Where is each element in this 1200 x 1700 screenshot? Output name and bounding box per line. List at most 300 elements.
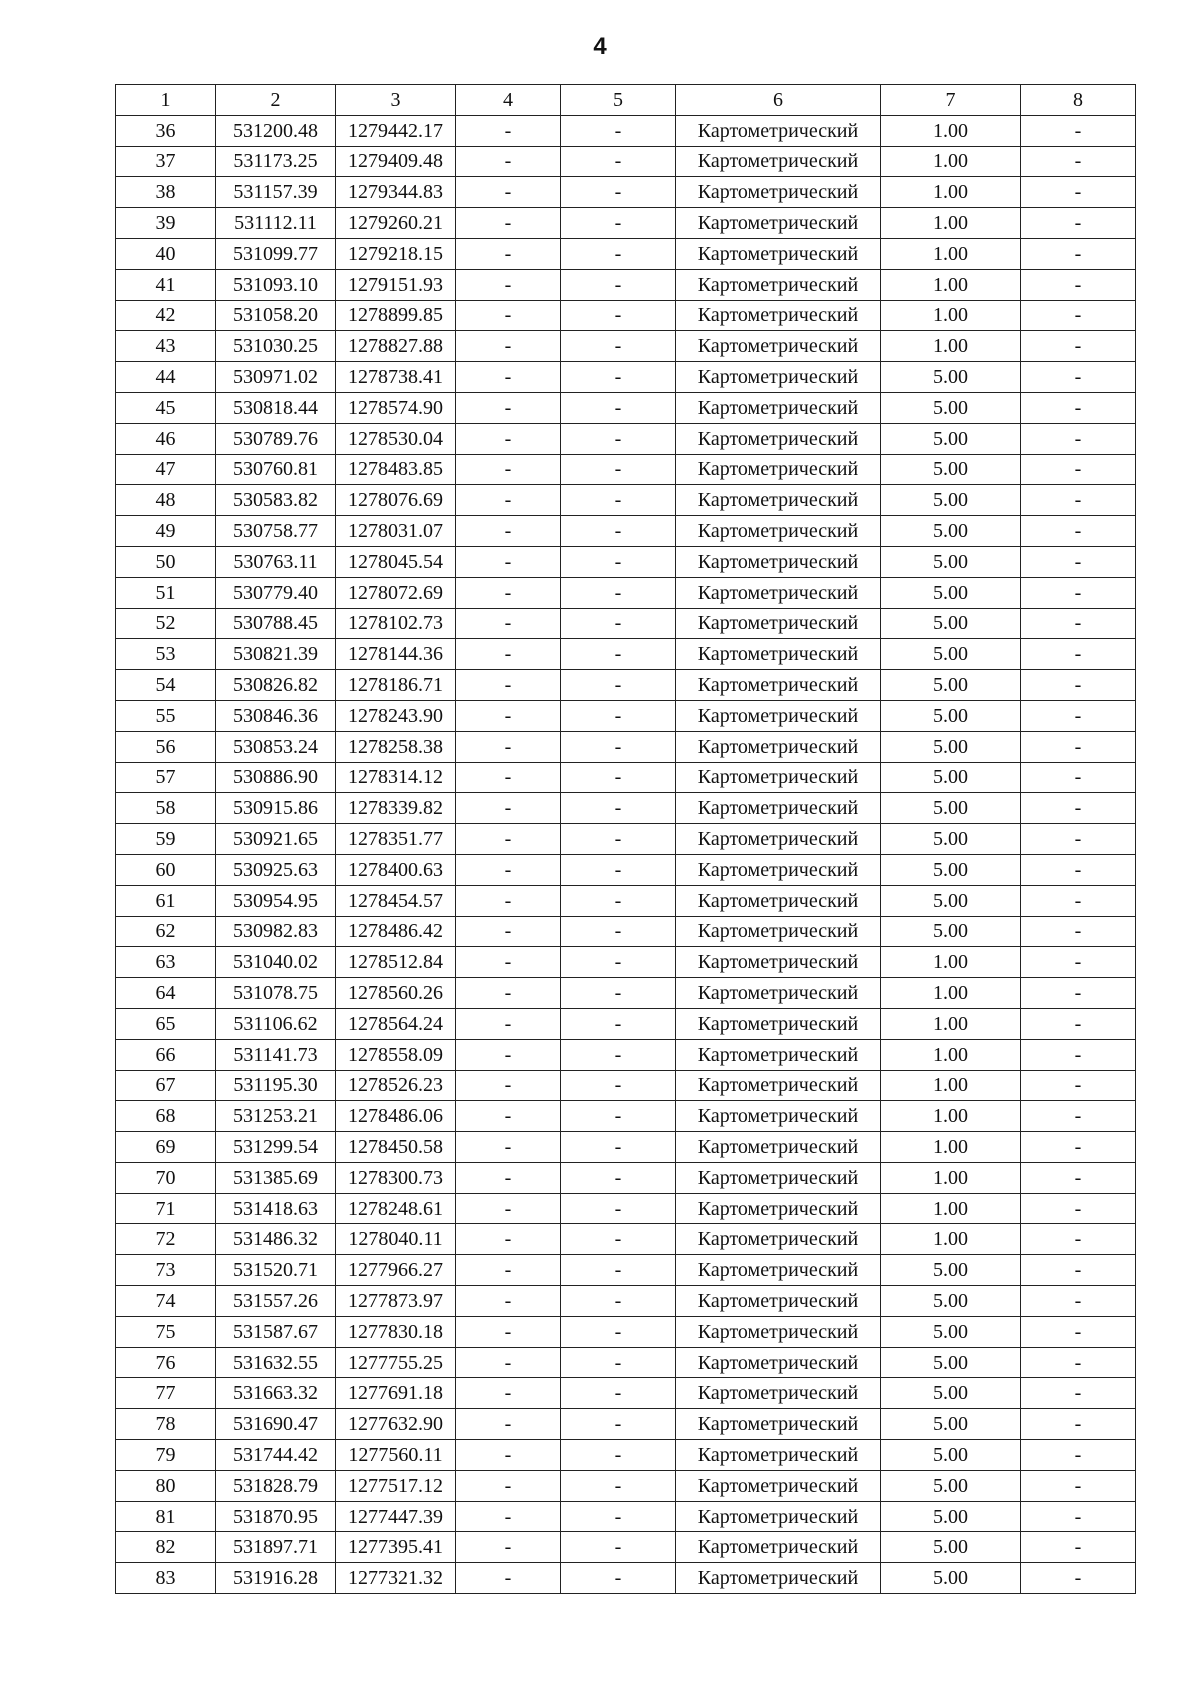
x-coordinate-cell: 531195.30 [216, 1070, 336, 1101]
method-cell: Картометрический [676, 546, 881, 577]
method-cell: Картометрический [676, 1008, 881, 1039]
table-row [116, 916, 1136, 947]
column-4-cell: - [456, 392, 561, 423]
column-5-cell: - [561, 1193, 676, 1224]
column-4-cell: - [456, 1255, 561, 1286]
column-5-cell: - [561, 362, 676, 393]
column-4-cell: - [456, 731, 561, 762]
column-4-cell: - [456, 1409, 561, 1440]
table-row [116, 423, 1136, 454]
column-4-cell: - [456, 1132, 561, 1163]
accuracy-cell: 5.00 [881, 731, 1021, 762]
method-cell: Картометрический [676, 238, 881, 269]
method-cell: Картометрический [676, 177, 881, 208]
column-4-cell: - [456, 362, 561, 393]
table-row [116, 731, 1136, 762]
accuracy-cell: 5.00 [881, 885, 1021, 916]
table-row [116, 947, 1136, 978]
table-row [116, 793, 1136, 824]
table-row [116, 392, 1136, 423]
point-number-cell: 49 [116, 516, 216, 547]
y-coordinate-cell: 1278314.12 [336, 762, 456, 793]
accuracy-cell: 1.00 [881, 146, 1021, 177]
point-number-cell: 82 [116, 1532, 216, 1563]
column-8-cell: - [1021, 1070, 1136, 1101]
column-8-cell: - [1021, 1101, 1136, 1132]
x-coordinate-cell: 530789.76 [216, 423, 336, 454]
method-cell: Картометрический [676, 1316, 881, 1347]
y-coordinate-cell: 1278560.26 [336, 978, 456, 1009]
x-coordinate-cell: 531157.39 [216, 177, 336, 208]
column-5-cell: - [561, 1286, 676, 1317]
column-5-cell: - [561, 824, 676, 855]
page-number: 4 [593, 33, 607, 60]
y-coordinate-cell: 1278076.69 [336, 485, 456, 516]
column-5-cell: - [561, 146, 676, 177]
y-coordinate-cell: 1278558.09 [336, 1039, 456, 1070]
accuracy-cell: 5.00 [881, 1470, 1021, 1501]
y-coordinate-cell: 1278351.77 [336, 824, 456, 855]
method-cell: Картометрический [676, 1039, 881, 1070]
accuracy-cell: 1.00 [881, 978, 1021, 1009]
x-coordinate-cell: 531299.54 [216, 1132, 336, 1163]
column-8-cell: - [1021, 1532, 1136, 1563]
column-4-cell: - [456, 1532, 561, 1563]
point-number-cell: 64 [116, 978, 216, 1009]
point-number-cell: 47 [116, 454, 216, 485]
column-8-cell: - [1021, 639, 1136, 670]
method-cell: Картометрический [676, 854, 881, 885]
accuracy-cell: 5.00 [881, 454, 1021, 485]
column-8-cell: - [1021, 146, 1136, 177]
x-coordinate-cell: 531916.28 [216, 1563, 336, 1594]
x-coordinate-cell: 531253.21 [216, 1101, 336, 1132]
method-cell: Картометрический [676, 1563, 881, 1594]
x-coordinate-cell: 530982.83 [216, 916, 336, 947]
point-number-cell: 43 [116, 331, 216, 362]
accuracy-cell: 1.00 [881, 1039, 1021, 1070]
column-5-cell: - [561, 1132, 676, 1163]
y-coordinate-cell: 1278243.90 [336, 700, 456, 731]
x-coordinate-cell: 531106.62 [216, 1008, 336, 1039]
column-8-cell: - [1021, 1563, 1136, 1594]
y-coordinate-cell: 1278248.61 [336, 1193, 456, 1224]
table-row [116, 115, 1136, 146]
column-8-cell: - [1021, 1255, 1136, 1286]
y-coordinate-cell: 1277632.90 [336, 1409, 456, 1440]
accuracy-cell: 1.00 [881, 300, 1021, 331]
method-cell: Картометрический [676, 793, 881, 824]
point-number-cell: 76 [116, 1347, 216, 1378]
column-4-cell: - [456, 1440, 561, 1471]
column-5-cell: - [561, 793, 676, 824]
x-coordinate-cell: 530915.86 [216, 793, 336, 824]
point-number-cell: 72 [116, 1224, 216, 1255]
accuracy-cell: 5.00 [881, 362, 1021, 393]
column-8-cell: - [1021, 546, 1136, 577]
column-8-cell: - [1021, 177, 1136, 208]
table-row [116, 1470, 1136, 1501]
x-coordinate-cell: 530886.90 [216, 762, 336, 793]
x-coordinate-cell: 531587.67 [216, 1316, 336, 1347]
x-coordinate-cell: 531870.95 [216, 1501, 336, 1532]
x-coordinate-cell: 531828.79 [216, 1470, 336, 1501]
accuracy-cell: 1.00 [881, 115, 1021, 146]
accuracy-cell: 5.00 [881, 670, 1021, 701]
y-coordinate-cell: 1278072.69 [336, 577, 456, 608]
method-cell: Картометрический [676, 639, 881, 670]
column-8-cell: - [1021, 1440, 1136, 1471]
column-8-cell: - [1021, 916, 1136, 947]
y-coordinate-cell: 1277560.11 [336, 1440, 456, 1471]
table-row [116, 1008, 1136, 1039]
column-5-cell: - [561, 269, 676, 300]
column-5-cell: - [561, 1501, 676, 1532]
accuracy-cell: 1.00 [881, 1132, 1021, 1163]
column-8-cell: - [1021, 824, 1136, 855]
method-cell: Картометрический [676, 608, 881, 639]
point-number-cell: 61 [116, 885, 216, 916]
column-4-cell: - [456, 1563, 561, 1594]
x-coordinate-cell: 530763.11 [216, 546, 336, 577]
table-row [116, 238, 1136, 269]
method-cell: Картометрический [676, 916, 881, 947]
point-number-cell: 75 [116, 1316, 216, 1347]
column-5-cell: - [561, 454, 676, 485]
accuracy-cell: 1.00 [881, 1070, 1021, 1101]
method-cell: Картометрический [676, 824, 881, 855]
x-coordinate-cell: 530846.36 [216, 700, 336, 731]
column-8-cell: - [1021, 1347, 1136, 1378]
column-8-cell: - [1021, 700, 1136, 731]
column-4-cell: - [456, 1101, 561, 1132]
method-cell: Картометрический [676, 516, 881, 547]
column-5-cell: - [561, 1563, 676, 1594]
column-5-cell: - [561, 115, 676, 146]
column-8-cell: - [1021, 423, 1136, 454]
column-4-cell: - [456, 146, 561, 177]
column-4-cell: - [456, 793, 561, 824]
point-number-cell: 42 [116, 300, 216, 331]
accuracy-cell: 1.00 [881, 947, 1021, 978]
x-coordinate-cell: 531078.75 [216, 978, 336, 1009]
column-5-cell: - [561, 608, 676, 639]
method-cell: Картометрический [676, 1286, 881, 1317]
y-coordinate-cell: 1278899.85 [336, 300, 456, 331]
x-coordinate-cell: 530821.39 [216, 639, 336, 670]
x-coordinate-cell: 531200.48 [216, 115, 336, 146]
point-number-cell: 53 [116, 639, 216, 670]
accuracy-cell: 1.00 [881, 238, 1021, 269]
y-coordinate-cell: 1278738.41 [336, 362, 456, 393]
point-number-cell: 44 [116, 362, 216, 393]
accuracy-cell: 5.00 [881, 1316, 1021, 1347]
x-coordinate-cell: 531141.73 [216, 1039, 336, 1070]
x-coordinate-cell: 530971.02 [216, 362, 336, 393]
column-4-cell: - [456, 1470, 561, 1501]
column-5-cell: - [561, 1316, 676, 1347]
y-coordinate-cell: 1277830.18 [336, 1316, 456, 1347]
accuracy-cell: 5.00 [881, 1347, 1021, 1378]
y-coordinate-cell: 1279344.83 [336, 177, 456, 208]
column-5-cell: - [561, 854, 676, 885]
table-row [116, 300, 1136, 331]
column-5-cell: - [561, 1070, 676, 1101]
y-coordinate-cell: 1278045.54 [336, 546, 456, 577]
column-4-cell: - [456, 824, 561, 855]
column-5-cell: - [561, 577, 676, 608]
y-coordinate-cell: 1278526.23 [336, 1070, 456, 1101]
column-4-cell: - [456, 208, 561, 239]
table-row [116, 1563, 1136, 1594]
accuracy-cell: 5.00 [881, 485, 1021, 516]
column-8-cell: - [1021, 577, 1136, 608]
accuracy-cell: 1.00 [881, 208, 1021, 239]
column-4-cell: - [456, 1039, 561, 1070]
point-number-cell: 83 [116, 1563, 216, 1594]
method-cell: Картометрический [676, 762, 881, 793]
column-4-cell: - [456, 577, 561, 608]
accuracy-cell: 5.00 [881, 423, 1021, 454]
column-8-cell: - [1021, 978, 1136, 1009]
table-row [116, 1132, 1136, 1163]
column-4-cell: - [456, 1193, 561, 1224]
column-header: 1 [116, 85, 216, 116]
table-row [116, 1532, 1136, 1563]
accuracy-cell: 5.00 [881, 639, 1021, 670]
accuracy-cell: 5.00 [881, 516, 1021, 547]
table-row [116, 454, 1136, 485]
column-8-cell: - [1021, 1132, 1136, 1163]
table-row [116, 1162, 1136, 1193]
point-number-cell: 54 [116, 670, 216, 701]
point-number-cell: 67 [116, 1070, 216, 1101]
column-5-cell: - [561, 1255, 676, 1286]
table-row [116, 1409, 1136, 1440]
column-8-cell: - [1021, 362, 1136, 393]
column-4-cell: - [456, 516, 561, 547]
column-4-cell: - [456, 1286, 561, 1317]
x-coordinate-cell: 531058.20 [216, 300, 336, 331]
x-coordinate-cell: 531744.42 [216, 1440, 336, 1471]
accuracy-cell: 1.00 [881, 1224, 1021, 1255]
method-cell: Картометрический [676, 485, 881, 516]
x-coordinate-cell: 530954.95 [216, 885, 336, 916]
method-cell: Картометрический [676, 1101, 881, 1132]
accuracy-cell: 5.00 [881, 854, 1021, 885]
point-number-cell: 52 [116, 608, 216, 639]
column-8-cell: - [1021, 485, 1136, 516]
table-row [116, 208, 1136, 239]
point-number-cell: 40 [116, 238, 216, 269]
column-8-cell: - [1021, 670, 1136, 701]
column-8-cell: - [1021, 1286, 1136, 1317]
column-header: 5 [561, 85, 676, 116]
column-header: 3 [336, 85, 456, 116]
x-coordinate-cell: 530788.45 [216, 608, 336, 639]
accuracy-cell: 5.00 [881, 608, 1021, 639]
accuracy-cell: 1.00 [881, 1008, 1021, 1039]
column-5-cell: - [561, 639, 676, 670]
accuracy-cell: 1.00 [881, 177, 1021, 208]
x-coordinate-cell: 531173.25 [216, 146, 336, 177]
column-4-cell: - [456, 608, 561, 639]
y-coordinate-cell: 1278339.82 [336, 793, 456, 824]
method-cell: Картометрический [676, 1501, 881, 1532]
x-coordinate-cell: 531486.32 [216, 1224, 336, 1255]
method-cell: Картометрический [676, 577, 881, 608]
accuracy-cell: 5.00 [881, 916, 1021, 947]
method-cell: Картометрический [676, 208, 881, 239]
column-5-cell: - [561, 1409, 676, 1440]
point-number-cell: 80 [116, 1470, 216, 1501]
y-coordinate-cell: 1279442.17 [336, 115, 456, 146]
y-coordinate-cell: 1277966.27 [336, 1255, 456, 1286]
table-row [116, 516, 1136, 547]
column-4-cell: - [456, 762, 561, 793]
y-coordinate-cell: 1278486.42 [336, 916, 456, 947]
column-8-cell: - [1021, 731, 1136, 762]
column-5-cell: - [561, 485, 676, 516]
column-5-cell: - [561, 1224, 676, 1255]
column-5-cell: - [561, 423, 676, 454]
method-cell: Картометрический [676, 1378, 881, 1409]
x-coordinate-cell: 531897.71 [216, 1532, 336, 1563]
point-number-cell: 45 [116, 392, 216, 423]
column-5-cell: - [561, 762, 676, 793]
column-4-cell: - [456, 1008, 561, 1039]
column-4-cell: - [456, 1162, 561, 1193]
table-row [116, 331, 1136, 362]
x-coordinate-cell: 530818.44 [216, 392, 336, 423]
method-cell: Картометрический [676, 454, 881, 485]
column-4-cell: - [456, 854, 561, 885]
method-cell: Картометрический [676, 1162, 881, 1193]
accuracy-cell: 5.00 [881, 1409, 1021, 1440]
table-row [116, 1501, 1136, 1532]
column-header: 7 [881, 85, 1021, 116]
x-coordinate-cell: 530921.65 [216, 824, 336, 855]
point-number-cell: 46 [116, 423, 216, 454]
column-8-cell: - [1021, 762, 1136, 793]
coordinates-table [115, 84, 1136, 1594]
column-4-cell: - [456, 916, 561, 947]
y-coordinate-cell: 1279260.21 [336, 208, 456, 239]
accuracy-cell: 5.00 [881, 1563, 1021, 1594]
column-5-cell: - [561, 1039, 676, 1070]
method-cell: Картометрический [676, 300, 881, 331]
y-coordinate-cell: 1277447.39 [336, 1501, 456, 1532]
accuracy-cell: 5.00 [881, 762, 1021, 793]
method-cell: Картометрический [676, 1255, 881, 1286]
column-4-cell: - [456, 947, 561, 978]
accuracy-cell: 5.00 [881, 1255, 1021, 1286]
table-row [116, 854, 1136, 885]
column-4-cell: - [456, 423, 561, 454]
x-coordinate-cell: 530758.77 [216, 516, 336, 547]
table-row [116, 362, 1136, 393]
column-4-cell: - [456, 1501, 561, 1532]
method-cell: Картометрический [676, 423, 881, 454]
table-body [116, 115, 1136, 1593]
column-8-cell: - [1021, 1316, 1136, 1347]
y-coordinate-cell: 1277517.12 [336, 1470, 456, 1501]
column-8-cell: - [1021, 854, 1136, 885]
column-header: 4 [456, 85, 561, 116]
table-row [116, 1440, 1136, 1471]
table-row [116, 1316, 1136, 1347]
column-5-cell: - [561, 1470, 676, 1501]
table-row [116, 978, 1136, 1009]
point-number-cell: 77 [116, 1378, 216, 1409]
column-4-cell: - [456, 639, 561, 670]
column-5-cell: - [561, 978, 676, 1009]
column-4-cell: - [456, 700, 561, 731]
column-4-cell: - [456, 1378, 561, 1409]
method-cell: Картометрический [676, 885, 881, 916]
column-5-cell: - [561, 331, 676, 362]
point-number-cell: 65 [116, 1008, 216, 1039]
column-8-cell: - [1021, 516, 1136, 547]
accuracy-cell: 5.00 [881, 577, 1021, 608]
column-8-cell: - [1021, 1409, 1136, 1440]
method-cell: Картометрический [676, 1470, 881, 1501]
accuracy-cell: 5.00 [881, 1532, 1021, 1563]
method-cell: Картометрический [676, 1532, 881, 1563]
point-number-cell: 41 [116, 269, 216, 300]
y-coordinate-cell: 1277691.18 [336, 1378, 456, 1409]
table-row [116, 885, 1136, 916]
method-cell: Картометрический [676, 947, 881, 978]
column-5-cell: - [561, 670, 676, 701]
point-number-cell: 59 [116, 824, 216, 855]
accuracy-cell: 1.00 [881, 331, 1021, 362]
column-5-cell: - [561, 916, 676, 947]
column-4-cell: - [456, 115, 561, 146]
point-number-cell: 57 [116, 762, 216, 793]
column-8-cell: - [1021, 1501, 1136, 1532]
column-8-cell: - [1021, 115, 1136, 146]
column-5-cell: - [561, 700, 676, 731]
method-cell: Картометрический [676, 115, 881, 146]
column-8-cell: - [1021, 454, 1136, 485]
x-coordinate-cell: 530583.82 [216, 485, 336, 516]
point-number-cell: 37 [116, 146, 216, 177]
column-5-cell: - [561, 947, 676, 978]
point-number-cell: 62 [116, 916, 216, 947]
point-number-cell: 36 [116, 115, 216, 146]
method-cell: Картометрический [676, 1070, 881, 1101]
column-8-cell: - [1021, 793, 1136, 824]
table-row [116, 1224, 1136, 1255]
x-coordinate-cell: 530760.81 [216, 454, 336, 485]
table-row [116, 1070, 1136, 1101]
accuracy-cell: 1.00 [881, 1101, 1021, 1132]
table-row [116, 1286, 1136, 1317]
table-row [116, 762, 1136, 793]
column-5-cell: - [561, 177, 676, 208]
table-row [116, 269, 1136, 300]
column-4-cell: - [456, 177, 561, 208]
method-cell: Картометрический [676, 146, 881, 177]
method-cell: Картометрический [676, 1347, 881, 1378]
table-row [116, 608, 1136, 639]
table-row [116, 577, 1136, 608]
column-8-cell: - [1021, 208, 1136, 239]
x-coordinate-cell: 531557.26 [216, 1286, 336, 1317]
accuracy-cell: 5.00 [881, 1286, 1021, 1317]
x-coordinate-cell: 531690.47 [216, 1409, 336, 1440]
